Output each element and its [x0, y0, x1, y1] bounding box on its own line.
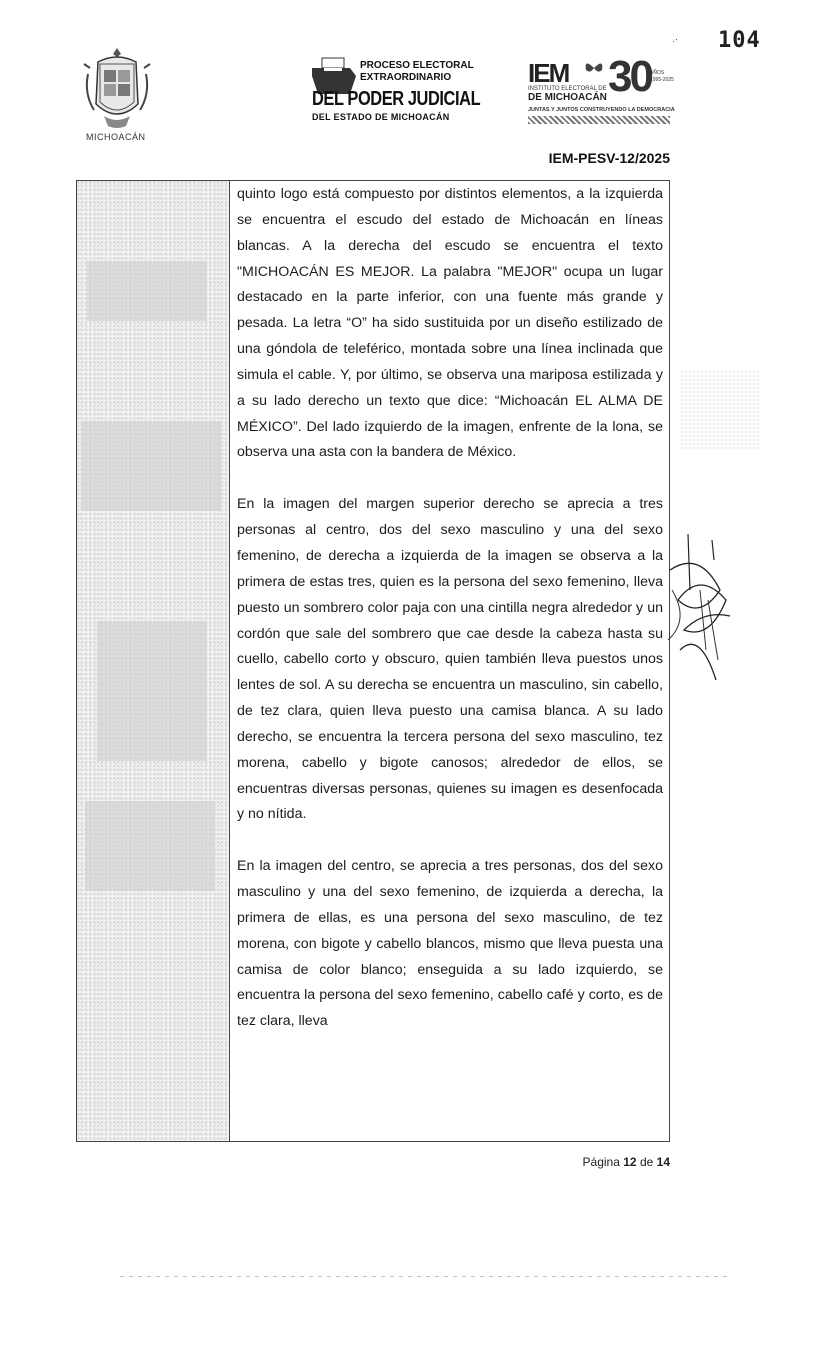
image-blotch [87, 261, 207, 321]
electoral-process-logo [310, 52, 481, 124]
iem-sub-2: DE MICHOACÁN [528, 92, 607, 103]
content-table [76, 180, 670, 1142]
folio-number: 104 [718, 28, 761, 53]
process-line-4: DEL ESTADO DE MICHOACÁN [312, 112, 450, 122]
page-total: 14 [656, 1155, 670, 1169]
seal-caption: MICHOACÁN [86, 132, 146, 142]
iem-logo [528, 52, 678, 132]
redacted-image-column [77, 181, 230, 1141]
image-blotch [97, 621, 207, 761]
paragraph-1: quinto logo está compuesto por distintos elementos, a la izquierda se encuentra el escudo del estado de Michoacán en líneas blancas. A la derecha del escudo se encuentra el texto "MICHOACÁN ES MEJOR. La palabra "MEJOR" ocupa un lugar destacado en la parte inferior, con una fuente más grande y pesada. La letra “O” ha sido sustituida por un diseño estilizado de una góndola de teleférico, montada sobre una línea inclinada que simula el cable. Y, por último, se observa una mariposa estilizada y a su lado derecho un texto que dice: “Michoacán EL ALMA DE MÉXICO”. Del lado izquierdo de la imagen, enfrente de la lona, se observa una asta con la bandera de México. [237, 186, 663, 461]
page-of: de [639, 1155, 654, 1169]
scan-mark: .· [672, 34, 679, 45]
page-footer [583, 1155, 670, 1169]
iem-anos: AÑOS [650, 70, 665, 76]
process-line-1: PROCESO ELECTORAL [360, 60, 474, 71]
page-current: 12 [623, 1155, 637, 1169]
butterfly-icon [582, 58, 606, 78]
scan-artifact-line [120, 1276, 730, 1277]
image-blotch [85, 801, 215, 891]
signature-icon [660, 530, 740, 700]
process-line-2: EXTRAORDINARIO [360, 72, 452, 83]
iem-sub-1: INSTITUTO ELECTORAL DE [528, 86, 607, 92]
faint-stamp [680, 370, 760, 450]
michoacan-seal-icon [80, 44, 154, 144]
document-id: IEM-PESV-12/2025 [548, 150, 670, 166]
process-line-3: DEL PODER JUDICIAL [312, 88, 481, 110]
paragraph-3: En la imagen del centro, se aprecia a tres personas, dos del sexo masculino y una del sexo femenino, de izquierda a derecha, la primera de ellas, es una persona del sexo masculino, de tez morena, con bigote y cabello blancos, mismo que lleva puesta una camisa de color blanco; enseguida a su lado izquierdo, se encuentra la persona del sexo femenino, cabello café y corto, es de tez clara, lleva [237, 858, 663, 1030]
image-blotch [81, 421, 221, 511]
iem-years: 1995-2025 [650, 77, 674, 83]
paragraph-2: En la imagen del margen superior derecho se aprecia a tres personas al centro, dos del sexo masculino y una del sexo femenino, de derecha a izquierda de la imagen se observa a la primera de estas tres, quien es la persona del sexo femenino, lleva puesto un sombrero color paja con una cintilla negra alrededor y un cordón que sale del sombrero que cae desde la cabeza hasta su cuello, cabello corto y obscuro, quien también lleva puestos unos lentes de sol. A su derecha se encuentra un masculino, sin cabello, de tez clara, quien lleva puesto una camisa blanca. A su lado derecho, se encuentra la tercera persona del sexo masculino, tez morena, cabello y bigote canosos; alrededor de ellos, se encuentras diversas personas, quienes su imagen es desenfocada y no nítida. [237, 496, 663, 823]
iem-thirty: 30 [608, 52, 651, 101]
page-word: Página [582, 1155, 620, 1169]
iem-sub-3: JUNTAS Y JUNTOS CONSTRUYENDO LA DEMOCRACIA [528, 107, 675, 113]
description-column [237, 181, 663, 1035]
iem-letters: IEM [528, 58, 569, 88]
iem-pattern-band [528, 116, 670, 124]
